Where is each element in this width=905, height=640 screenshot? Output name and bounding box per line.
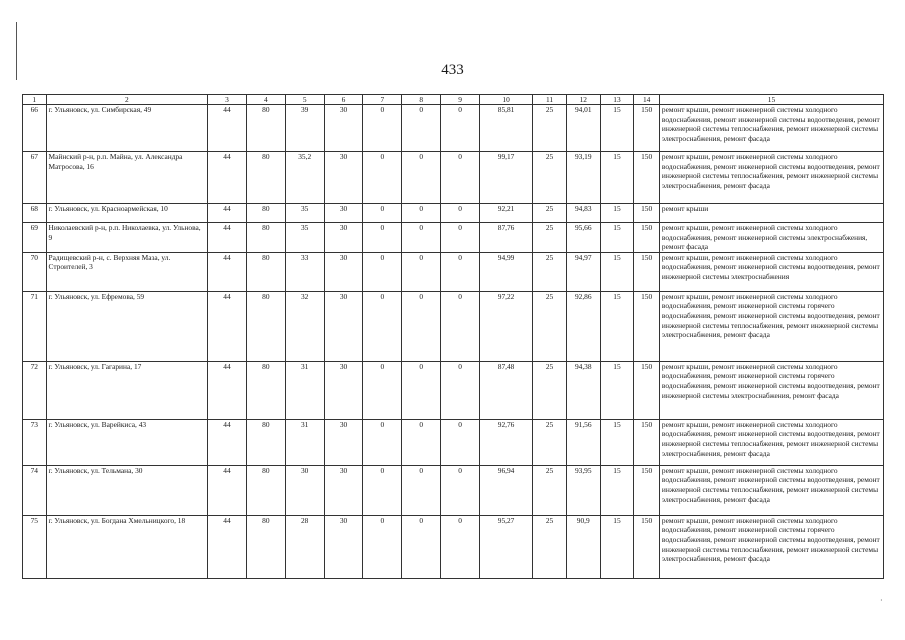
col-14-cell: 150 <box>634 291 660 361</box>
col-14-cell: 150 <box>634 204 660 223</box>
col-8-cell: 0 <box>402 361 441 419</box>
col-13-cell: 15 <box>600 252 634 291</box>
col-5-cell: 35 <box>285 223 324 253</box>
repair-works-cell: ремонт крыши, ремонт инженерной системы холодного водоснабжения, ремонт инженерной системы горячего водоснабжения, ремонт инженерной системы водоотведения, ремонт инженерной системы теплоснабжения, ремонт инженерной системы электроснабжения, ремонт фасада <box>659 291 883 361</box>
col-6-cell: 30 <box>324 361 363 419</box>
column-number: 2 <box>46 95 208 105</box>
col-4-cell: 80 <box>246 419 285 465</box>
table-row <box>23 515 884 578</box>
col-5-cell: 31 <box>285 419 324 465</box>
col-8-cell: 0 <box>402 465 441 515</box>
repair-works-cell: ремонт крыши, ремонт инженерной системы холодного водоснабжения, ремонт инженерной системы горячего водоснабжения, ремонт инженерной системы водоотведения, ремонт инженерной системы электроснабжения, ремонт фасада <box>659 361 883 419</box>
col-11-cell: 25 <box>533 361 567 419</box>
column-number: 4 <box>246 95 285 105</box>
col-10-cell: 96,94 <box>479 465 532 515</box>
col-5-cell: 39 <box>285 105 324 152</box>
col-13-cell: 15 <box>600 465 634 515</box>
col-9-cell: 0 <box>441 204 480 223</box>
col-13-cell: 15 <box>600 515 634 578</box>
col-5-cell: 28 <box>285 515 324 578</box>
column-number: 5 <box>285 95 324 105</box>
col-12-cell: 94,38 <box>566 361 600 419</box>
address-cell: г. Ульяновск, ул. Красноармейская, 10 <box>46 204 208 223</box>
col-14-cell: 150 <box>634 152 660 204</box>
table-row <box>23 204 884 223</box>
col-11-cell: 25 <box>533 419 567 465</box>
repair-works-cell: ремонт крыши <box>659 204 883 223</box>
col-6-cell: 30 <box>324 465 363 515</box>
col-11-cell: 25 <box>533 223 567 253</box>
column-number: 13 <box>600 95 634 105</box>
col-13-cell: 15 <box>600 105 634 152</box>
col-12-cell: 94,83 <box>566 204 600 223</box>
col-13-cell: 15 <box>600 204 634 223</box>
col-14-cell: 150 <box>634 515 660 578</box>
col-9-cell: 0 <box>441 105 480 152</box>
row-number-cell: 66 <box>23 105 47 152</box>
col-4-cell: 80 <box>246 465 285 515</box>
col-11-cell: 25 <box>533 252 567 291</box>
col-7-cell: 0 <box>363 152 402 204</box>
col-3-cell: 44 <box>208 291 247 361</box>
col-5-cell: 32 <box>285 291 324 361</box>
col-6-cell: 30 <box>324 419 363 465</box>
col-8-cell: 0 <box>402 291 441 361</box>
page-number: 433 <box>441 62 464 78</box>
col-6-cell: 30 <box>324 291 363 361</box>
col-7-cell: 0 <box>363 515 402 578</box>
address-cell: Майнский р-н, р.п. Майна, ул. Александра Матросова, 16 <box>46 152 208 204</box>
address-cell: г. Ульяновск, ул. Богдана Хмельницкого, 18 <box>46 515 208 578</box>
col-6-cell: 30 <box>324 223 363 253</box>
repair-works-cell: ремонт крыши, ремонт инженерной системы холодного водоснабжения, ремонт инженерной системы водоотведения, ремонт инженерной системы электроснабжения <box>659 252 883 291</box>
col-12-cell: 94,01 <box>566 105 600 152</box>
building-register-table <box>22 94 884 579</box>
repair-works-cell: ремонт крыши, ремонт инженерной системы холодного водоснабжения, ремонт инженерной системы водоотведения, ремонт инженерной системы теплоснабжения, ремонт инженерной системы электроснабжения, ремонт фасада <box>659 152 883 204</box>
col-9-cell: 0 <box>441 152 480 204</box>
col-10-cell: 95,27 <box>479 515 532 578</box>
col-11-cell: 25 <box>533 291 567 361</box>
col-10-cell: 97,22 <box>479 291 532 361</box>
col-14-cell: 150 <box>634 105 660 152</box>
address-cell: Радищевский р-н, с. Верхняя Маза, ул. Строителей, 3 <box>46 252 208 291</box>
col-12-cell: 94,97 <box>566 252 600 291</box>
col-12-cell: 91,56 <box>566 419 600 465</box>
column-number: 15 <box>659 95 883 105</box>
col-10-cell: 87,48 <box>479 361 532 419</box>
col-12-cell: 93,95 <box>566 465 600 515</box>
col-12-cell: 95,66 <box>566 223 600 253</box>
col-3-cell: 44 <box>208 223 247 253</box>
col-4-cell: 80 <box>246 204 285 223</box>
col-3-cell: 44 <box>208 105 247 152</box>
column-number: 14 <box>634 95 660 105</box>
table-row <box>23 419 884 465</box>
address-cell: г. Ульяновск, ул. Тельмана, 30 <box>46 465 208 515</box>
col-9-cell: 0 <box>441 252 480 291</box>
col-8-cell: 0 <box>402 223 441 253</box>
col-5-cell: 35 <box>285 204 324 223</box>
col-10-cell: 92,76 <box>479 419 532 465</box>
col-7-cell: 0 <box>363 361 402 419</box>
col-11-cell: 25 <box>533 105 567 152</box>
col-8-cell: 0 <box>402 204 441 223</box>
address-cell: г. Ульяновск, ул. Гагарина, 17 <box>46 361 208 419</box>
col-12-cell: 90,9 <box>566 515 600 578</box>
col-3-cell: 44 <box>208 152 247 204</box>
col-6-cell: 30 <box>324 515 363 578</box>
address-cell: г. Ульяновск, ул. Ефремова, 59 <box>46 291 208 361</box>
col-14-cell: 150 <box>634 252 660 291</box>
table-row <box>23 152 884 204</box>
row-number-cell: 71 <box>23 291 47 361</box>
col-6-cell: 30 <box>324 152 363 204</box>
column-number: 7 <box>363 95 402 105</box>
col-14-cell: 150 <box>634 465 660 515</box>
col-5-cell: 31 <box>285 361 324 419</box>
table-row <box>23 105 884 152</box>
column-number: 9 <box>441 95 480 105</box>
col-3-cell: 44 <box>208 465 247 515</box>
col-10-cell: 92,21 <box>479 204 532 223</box>
col-6-cell: 30 <box>324 105 363 152</box>
column-number: 11 <box>533 95 567 105</box>
table-row <box>23 361 884 419</box>
column-number: 8 <box>402 95 441 105</box>
col-12-cell: 92,86 <box>566 291 600 361</box>
col-6-cell: 30 <box>324 252 363 291</box>
col-8-cell: 0 <box>402 252 441 291</box>
col-13-cell: 15 <box>600 291 634 361</box>
col-9-cell: 0 <box>441 465 480 515</box>
col-6-cell: 30 <box>324 204 363 223</box>
col-9-cell: 0 <box>441 515 480 578</box>
col-8-cell: 0 <box>402 105 441 152</box>
repair-works-cell: ремонт крыши, ремонт инженерной системы холодного водоснабжения, ремонт инженерной системы электроснабжения, ремонт фасада <box>659 223 883 253</box>
col-12-cell: 93,19 <box>566 152 600 204</box>
column-number: 6 <box>324 95 363 105</box>
col-7-cell: 0 <box>363 252 402 291</box>
col-14-cell: 150 <box>634 223 660 253</box>
repair-works-cell: ремонт крыши, ремонт инженерной системы холодного водоснабжения, ремонт инженерной системы водоотведения, ремонт инженерной системы теплоснабжения, ремонт инженерной системы электроснабжения, ремонт фасада <box>659 419 883 465</box>
col-3-cell: 44 <box>208 204 247 223</box>
col-3-cell: 44 <box>208 515 247 578</box>
col-7-cell: 0 <box>363 419 402 465</box>
scan-mark: · <box>880 596 883 605</box>
col-3-cell: 44 <box>208 361 247 419</box>
column-number: 1 <box>23 95 47 105</box>
col-10-cell: 99,17 <box>479 152 532 204</box>
col-4-cell: 80 <box>246 105 285 152</box>
col-13-cell: 15 <box>600 419 634 465</box>
col-13-cell: 15 <box>600 152 634 204</box>
col-11-cell: 25 <box>533 204 567 223</box>
row-number-cell: 73 <box>23 419 47 465</box>
row-number-cell: 67 <box>23 152 47 204</box>
col-13-cell: 15 <box>600 223 634 253</box>
col-10-cell: 85,81 <box>479 105 532 152</box>
repair-works-cell: ремонт крыши, ремонт инженерной системы холодного водоснабжения, ремонт инженерной системы водоотведения, ремонт инженерной системы теплоснабжения, ремонт инженерной системы электроснабжения, ремонт фасада <box>659 105 883 152</box>
col-3-cell: 44 <box>208 252 247 291</box>
col-7-cell: 0 <box>363 291 402 361</box>
column-number: 12 <box>566 95 600 105</box>
col-5-cell: 33 <box>285 252 324 291</box>
col-14-cell: 150 <box>634 419 660 465</box>
col-4-cell: 80 <box>246 291 285 361</box>
row-number-cell: 69 <box>23 223 47 253</box>
col-8-cell: 0 <box>402 152 441 204</box>
col-9-cell: 0 <box>441 361 480 419</box>
address-cell: г. Ульяновск, ул. Симбирская, 49 <box>46 105 208 152</box>
col-4-cell: 80 <box>246 152 285 204</box>
row-number-cell: 74 <box>23 465 47 515</box>
table-row <box>23 252 884 291</box>
row-number-cell: 72 <box>23 361 47 419</box>
col-9-cell: 0 <box>441 291 480 361</box>
col-4-cell: 80 <box>246 361 285 419</box>
table-body <box>23 95 884 579</box>
col-10-cell: 94,99 <box>479 252 532 291</box>
table-row <box>23 465 884 515</box>
col-7-cell: 0 <box>363 223 402 253</box>
address-cell: г. Ульяновск, ул. Варейкиса, 43 <box>46 419 208 465</box>
table-row <box>23 291 884 361</box>
col-14-cell: 150 <box>634 361 660 419</box>
column-number-row <box>23 95 884 105</box>
col-4-cell: 80 <box>246 252 285 291</box>
col-13-cell: 15 <box>600 361 634 419</box>
column-number: 10 <box>479 95 532 105</box>
col-9-cell: 0 <box>441 223 480 253</box>
col-5-cell: 35,2 <box>285 152 324 204</box>
repair-works-cell: ремонт крыши, ремонт инженерной системы холодного водоснабжения, ремонт инженерной системы горячего водоснабжения, ремонт инженерной системы водоотведения, ремонт инженерной системы теплоснабжения, ремонт инженерной системы электроснабжения, ремонт фасада <box>659 515 883 578</box>
col-11-cell: 25 <box>533 152 567 204</box>
col-11-cell: 25 <box>533 515 567 578</box>
col-8-cell: 0 <box>402 515 441 578</box>
col-4-cell: 80 <box>246 223 285 253</box>
col-8-cell: 0 <box>402 419 441 465</box>
col-7-cell: 0 <box>363 465 402 515</box>
repair-works-cell: ремонт крыши, ремонт инженерной системы холодного водоснабжения, ремонт инженерной системы водоотведения, ремонт инженерной системы теплоснабжения, ремонт инженерной системы электроснабжения, ремонт фасада <box>659 465 883 515</box>
col-4-cell: 80 <box>246 515 285 578</box>
row-number-cell: 75 <box>23 515 47 578</box>
col-11-cell: 25 <box>533 465 567 515</box>
col-3-cell: 44 <box>208 419 247 465</box>
column-number: 3 <box>208 95 247 105</box>
address-cell: Николаевский р-н, р.п. Николаевка, ул. Ульнова, 9 <box>46 223 208 253</box>
row-number-cell: 70 <box>23 252 47 291</box>
col-7-cell: 0 <box>363 105 402 152</box>
row-number-cell: 68 <box>23 204 47 223</box>
table-row <box>23 223 884 253</box>
col-5-cell: 30 <box>285 465 324 515</box>
col-10-cell: 87,76 <box>479 223 532 253</box>
col-7-cell: 0 <box>363 204 402 223</box>
col-9-cell: 0 <box>441 419 480 465</box>
